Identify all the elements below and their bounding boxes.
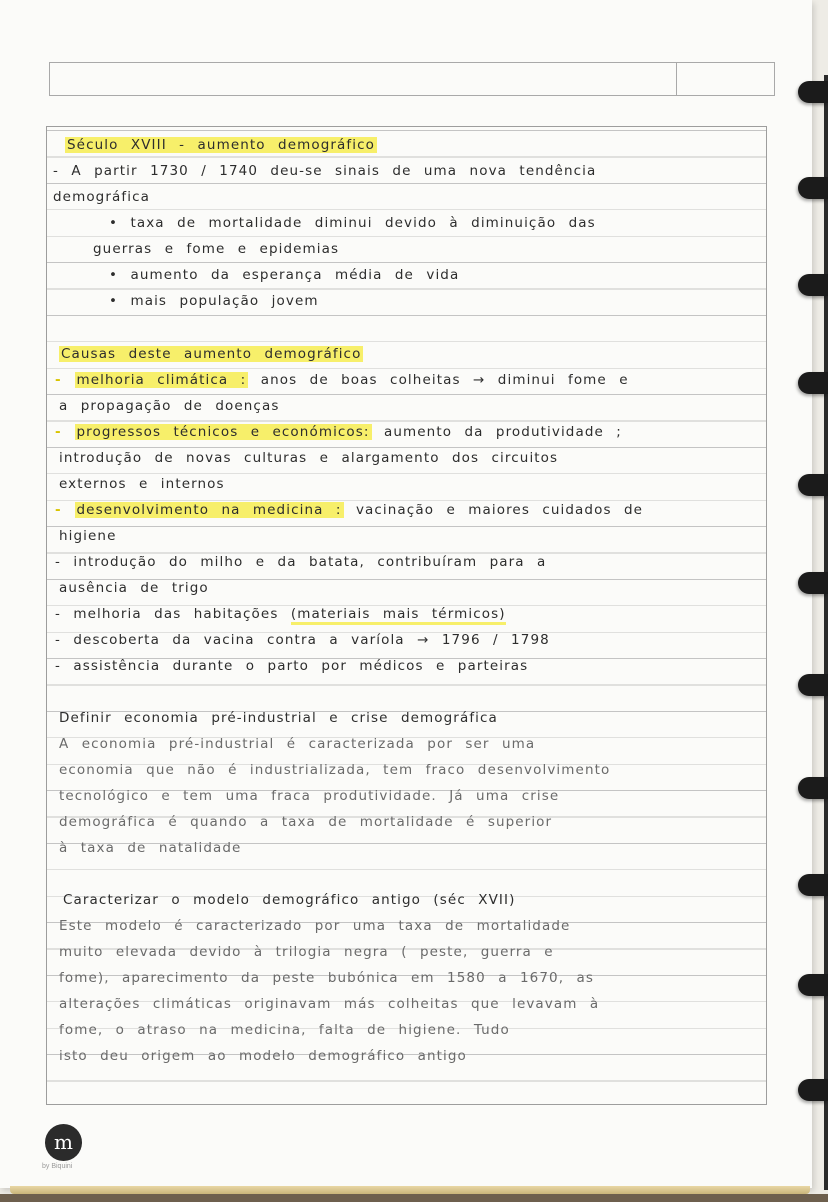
note-line: tecnológico e tem uma fraca produtividade. Já uma crise — [59, 788, 560, 804]
note-line: fome, o atraso na medicina, falta de higiene. Tudo — [59, 1022, 510, 1038]
dash-marker: - — [55, 502, 75, 518]
cause-text: aumento da produtividade ; — [383, 424, 622, 440]
cause-item — [55, 603, 506, 625]
binding-ring-icon — [798, 177, 828, 199]
binding-ring-icon — [798, 372, 828, 394]
cause-item: - descoberta da vacina contra a varíola → 1796 / 1798 — [55, 632, 550, 648]
binding-ring-icon — [798, 1079, 828, 1101]
binding-ring-icon — [798, 874, 828, 896]
cause-item: - assistência durante o parto por médicos e parteiras — [55, 658, 529, 674]
bullet-line: • aumento da esperança média de vida — [109, 267, 460, 283]
cause-text: anos de boas colheitas → diminui fome e — [260, 372, 629, 388]
note-line: muito elevada devido à trilogia negra ( peste, guerra e — [59, 944, 554, 960]
cause-item — [55, 421, 622, 443]
cause-item — [55, 499, 643, 521]
highlighted-title: Causas deste aumento demográfico — [61, 346, 362, 362]
bullet-line: • mais população jovem — [109, 293, 319, 309]
dash-marker: - — [55, 424, 75, 440]
brand-caption: by Biquini — [42, 1163, 73, 1170]
note-line: guerras e fome e epidemias — [93, 241, 340, 257]
lined-writing-area — [46, 126, 767, 1105]
underlined-text: (materiais mais térmicos) — [291, 606, 506, 625]
section-title — [59, 343, 363, 365]
section-title — [65, 134, 377, 156]
note-line: Este modelo é caracterizado por uma taxa de mortalidade — [59, 918, 571, 934]
cause-item — [55, 369, 629, 391]
note-line: higiene — [59, 528, 117, 544]
section-title: Definir economia pré-industrial e crise demográfica — [59, 710, 498, 726]
binding-ring-icon — [798, 274, 828, 296]
binding-ring-icon — [798, 572, 828, 594]
cause-item: - introdução do milho e da batata, contribuíram para a — [55, 554, 547, 570]
desk-surface — [0, 1194, 828, 1202]
binding-ring-icon — [798, 474, 828, 496]
note-line: isto deu origem ao modelo demográfico antigo — [59, 1048, 467, 1064]
cause-text: vacinação e maiores cuidados de — [355, 502, 644, 518]
note-line: - A partir 1730 / 1740 deu-se sinais de uma nova tendência — [53, 163, 597, 179]
cause-text: - melhoria das habitações — [55, 606, 279, 622]
binding-spine — [824, 75, 828, 1190]
binding-ring-icon — [798, 81, 828, 103]
cause-label: progressos técnicos e económicos: — [76, 424, 370, 440]
binding-ring-icon — [798, 777, 828, 799]
note-line: à taxa de natalidade — [59, 840, 242, 856]
note-line: externos e internos — [59, 476, 225, 492]
binding-ring-icon — [798, 974, 828, 996]
note-line: economia que não é industrializada, tem fraco desenvolvimento — [59, 762, 611, 778]
header-divider — [676, 63, 677, 95]
note-line: introdução de novas culturas e alargamento dos circuitos — [59, 450, 559, 466]
note-line: fome), aparecimento da peste bubónica em 1580 a 1670, as — [59, 970, 595, 986]
note-line: demográfica é quando a taxa de mortalidade é superior — [59, 814, 553, 830]
cause-label: melhoria climática : — [76, 372, 247, 388]
dash-marker: - — [55, 372, 75, 388]
note-line: ausência de trigo — [59, 580, 209, 596]
highlighted-title: Século XVIII - aumento demográfico — [67, 137, 375, 153]
note-line: a propagação de doenças — [59, 398, 280, 414]
note-line: demográfica — [53, 189, 150, 205]
cause-label: desenvolvimento na medicina : — [76, 502, 342, 518]
header-box — [49, 62, 775, 96]
note-line: alterações climáticas originavam más colheitas que levavam à — [59, 996, 600, 1012]
binding-ring-icon — [798, 674, 828, 696]
page-edge — [10, 1186, 810, 1194]
note-line: A economia pré-industrial é caracterizada por ser uma — [59, 736, 536, 752]
bullet-line: • taxa de mortalidade diminui devido à diminuição das — [109, 215, 596, 231]
m-logo-icon: m — [45, 1124, 82, 1161]
section-title: Caracterizar o modelo demográfico antigo (séc XVII) — [63, 892, 516, 908]
